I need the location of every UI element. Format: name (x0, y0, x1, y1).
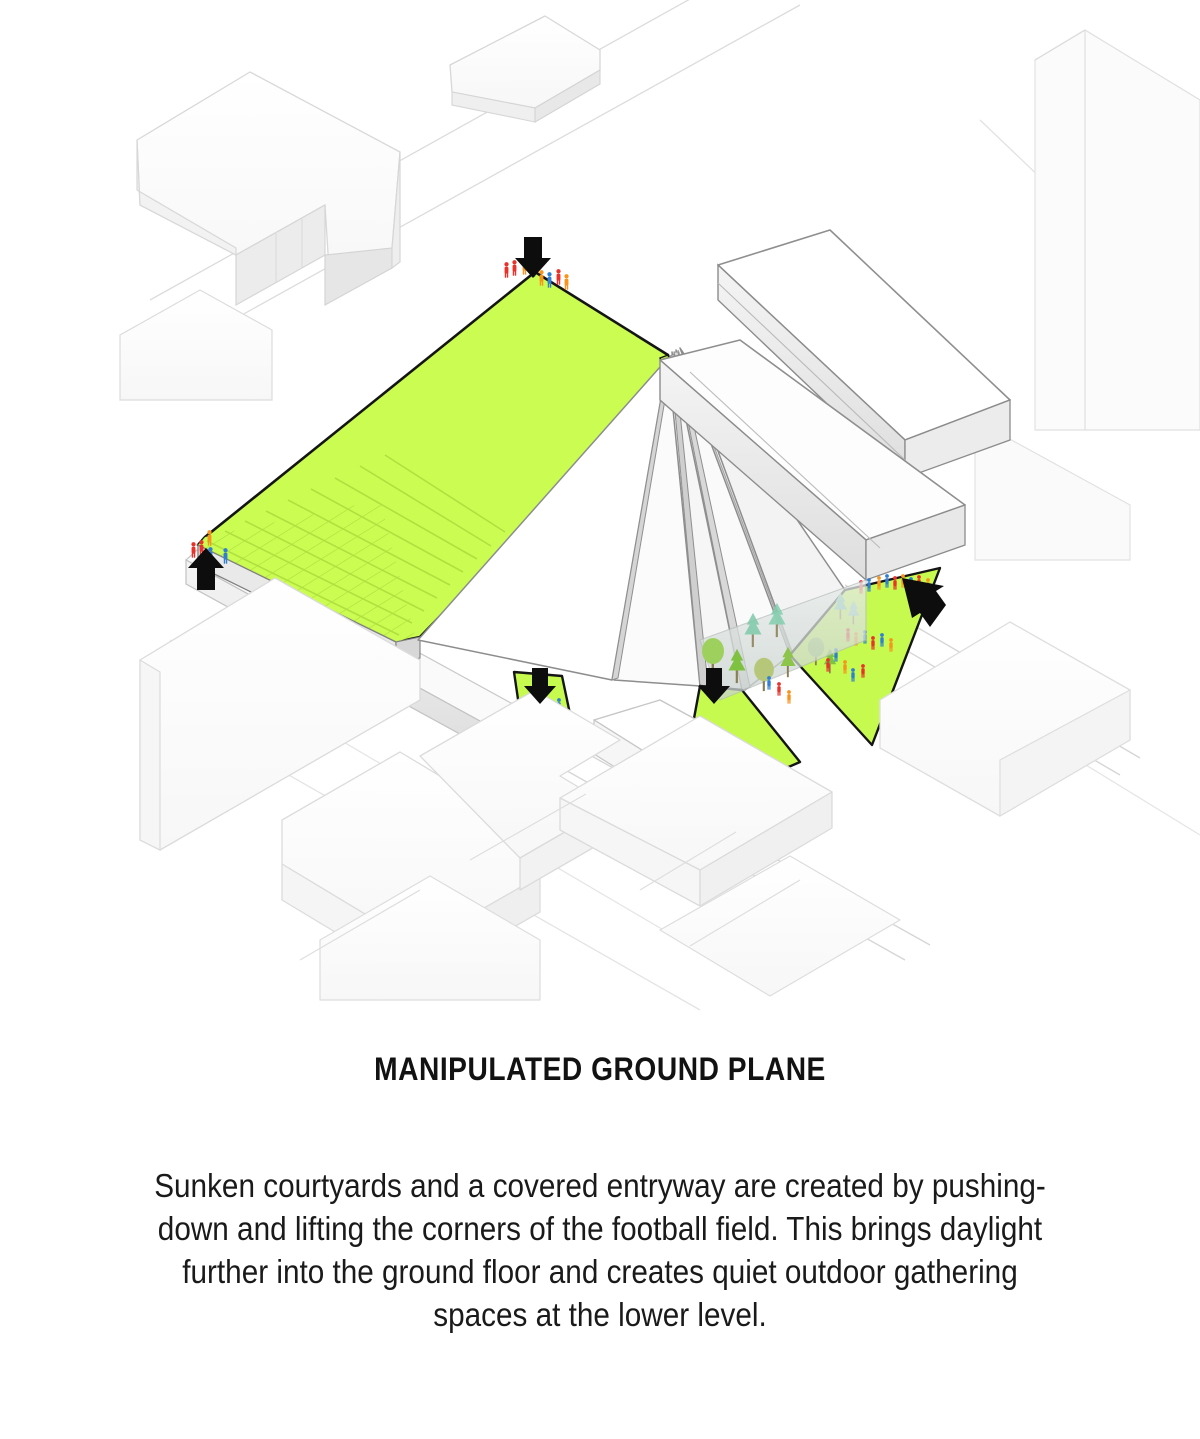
caption-spacer (0, 1087, 1200, 1165)
page-title: MANIPULATED GROUND PLANE (374, 1051, 826, 1087)
caption-block (0, 1052, 1200, 1337)
context-building-east-tower (1035, 30, 1200, 430)
diagram-description: Sunken courtyards and a covered entryway are created by pushing-down and lifting the corners of the football field. This brings daylight further into the ground floor and creates quiet outdoor gathering spaces at the lower level. (154, 1167, 1046, 1333)
